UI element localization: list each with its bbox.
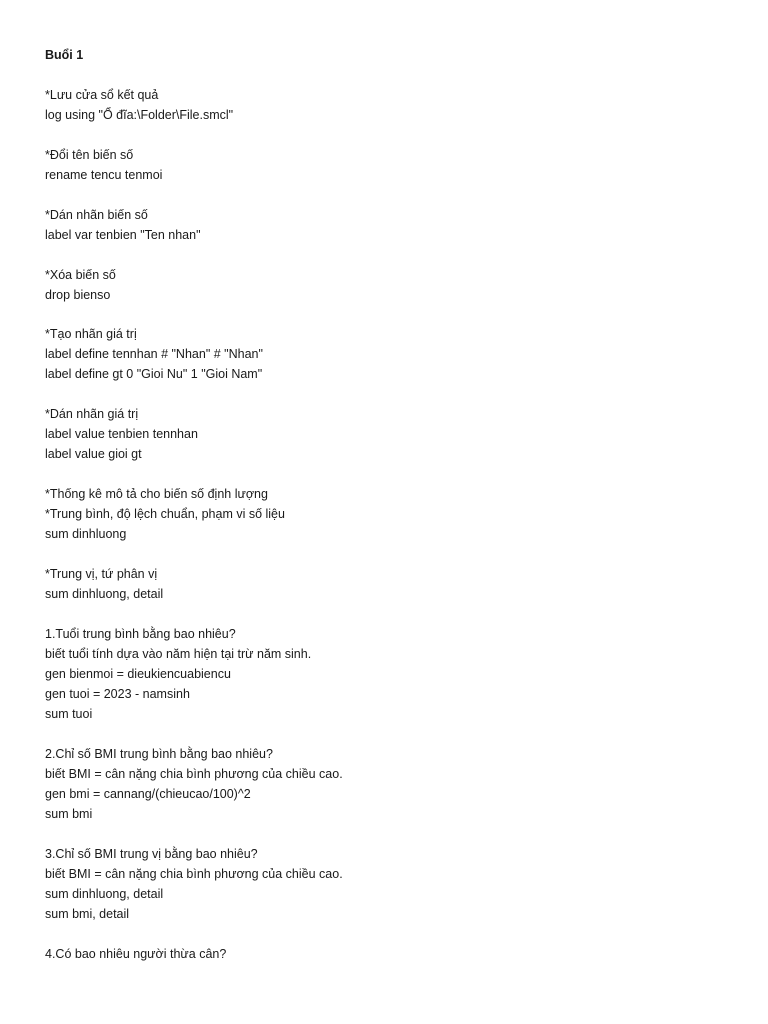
text-line: label define tennhan # "Nhan" # "Nhan" bbox=[45, 347, 263, 361]
text-line: 2.Chỉ số BMI trung bình bằng bao nhiêu? bbox=[45, 747, 273, 761]
text-line: 4.Có bao nhiêu người thừa cân? bbox=[45, 947, 227, 961]
text-line: label value gioi gt bbox=[45, 447, 142, 461]
text-line: gen bmi = cannang/(chieucao/100)^2 bbox=[45, 787, 251, 801]
text-line: drop bienso bbox=[45, 288, 111, 302]
document-title: Buổi 1 bbox=[45, 48, 84, 62]
text-line: 3.Chỉ số BMI trung vị bằng bao nhiêu? bbox=[45, 847, 258, 861]
text-line: *Đổi tên biến số bbox=[45, 148, 134, 162]
text-line: *Tạo nhãn giá trị bbox=[45, 327, 137, 341]
text-line: *Thống kê mô tả cho biến số định lượng bbox=[45, 487, 268, 501]
text-line: *Xóa biến số bbox=[45, 268, 116, 282]
text-line: gen bienmoi = dieukiencuabiencu bbox=[45, 667, 231, 681]
text-line: *Dán nhãn giá trị bbox=[45, 407, 139, 421]
text-line: *Lưu cửa sổ kết quả bbox=[45, 88, 159, 102]
text-line: sum tuoi bbox=[45, 707, 93, 721]
text-line: 1.Tuổi trung bình bằng bao nhiêu? bbox=[45, 627, 236, 641]
text-line: *Trung bình, độ lệch chuẩn, phạm vi số liệu bbox=[45, 507, 285, 521]
text-line: label define gt 0 "Gioi Nu" 1 "Gioi Nam" bbox=[45, 367, 263, 381]
text-line: sum dinhluong, detail bbox=[45, 887, 164, 901]
text-line: label value tenbien tennhan bbox=[45, 427, 198, 441]
text-line: biết BMI = cân nặng chia bình phương của chiều cao. bbox=[45, 867, 343, 881]
text-line: biết tuổi tính dựa vào năm hiện tại trừ năm sinh. bbox=[45, 647, 312, 661]
text-line: label var tenbien "Ten nhan" bbox=[45, 228, 201, 242]
text-line: log using "Ổ đĩa:\Folder\File.smcl" bbox=[45, 108, 234, 122]
text-line: sum bmi, detail bbox=[45, 907, 130, 921]
text-line: sum dinhluong, detail bbox=[45, 587, 164, 601]
text-line: *Trung vị, tứ phân vị bbox=[45, 567, 158, 581]
text-line: *Dán nhãn biến số bbox=[45, 208, 148, 222]
text-line: sum bmi bbox=[45, 807, 93, 821]
text-line: sum dinhluong bbox=[45, 527, 127, 541]
text-line: gen tuoi = 2023 - namsinh bbox=[45, 687, 190, 701]
text-line: rename tencu tenmoi bbox=[45, 168, 163, 182]
text-line: biết BMI = cân nặng chia bình phương của chiều cao. bbox=[45, 767, 343, 781]
